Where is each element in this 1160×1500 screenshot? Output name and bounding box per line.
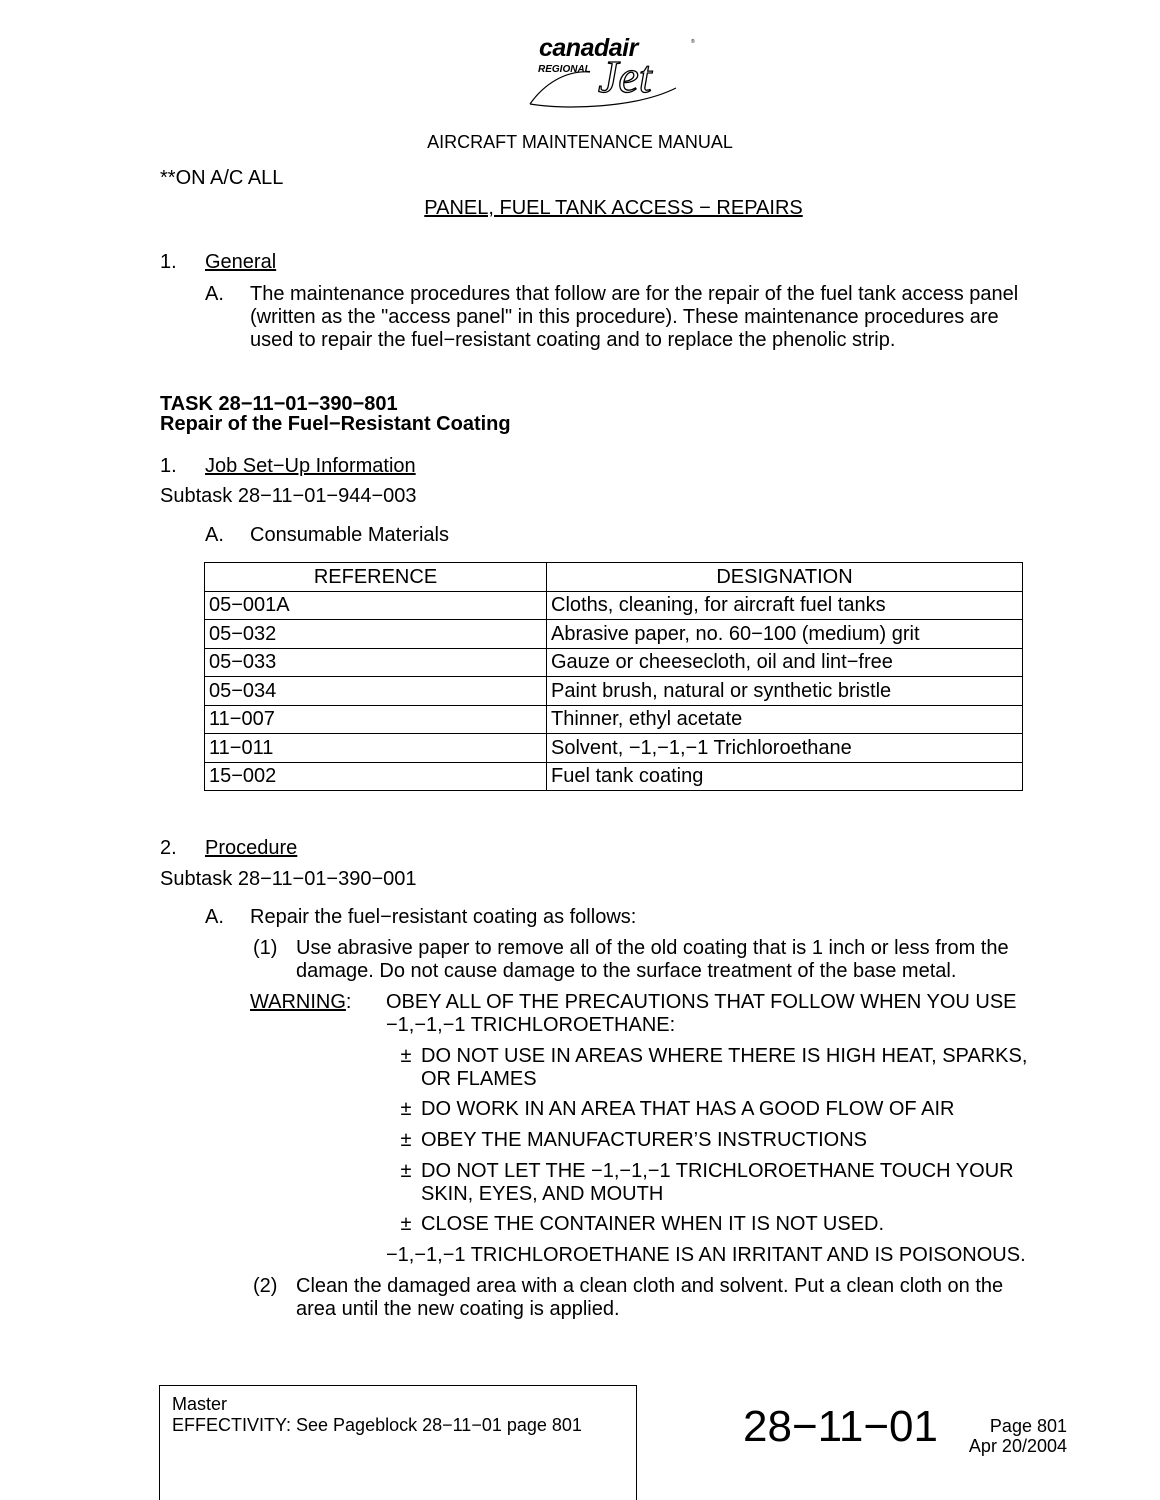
bullet-line: SKIN, EYES, AND MOUTH [421, 1183, 664, 1205]
procedure-heading: Procedure [205, 837, 298, 859]
manual-title: AIRCRAFT MAINTENANCE MANUAL [427, 132, 733, 152]
document-title-text: PANEL, FUEL TANK ACCESS − REPAIRS [424, 197, 803, 219]
table-cell-designation: Thinner, ethyl acetate [547, 705, 1023, 734]
setup-item-text: Consumable Materials [250, 524, 449, 546]
setup-number: 1. [160, 455, 177, 477]
table-row [205, 620, 1023, 649]
logo-graphic [526, 34, 706, 110]
bullet-line: DO NOT LET THE −1,−1,−1 TRICHLOROETHANE TOUCH YOUR [421, 1160, 1014, 1182]
step-line: Use abrasive paper to remove all of the old coating that is 1 inch or less from the [296, 937, 1009, 959]
footer-chapter-code: 28−11−01 [743, 1402, 938, 1451]
bullet-line: DO NOT USE IN AREAS WHERE THERE IS HIGH HEAT, SPARKS, [421, 1045, 1028, 1067]
bullet-line: OR FLAMES [421, 1068, 537, 1090]
table-header-reference: REFERENCE [205, 563, 547, 592]
bullet-symbol: ± [400, 1160, 412, 1182]
logo-swoosh [530, 72, 590, 104]
step-number: (1) [253, 937, 278, 959]
table-row [205, 734, 1023, 763]
table-cell-reference: 05−032 [205, 620, 547, 649]
table-header-row [205, 563, 1023, 592]
table-cell-reference: 15−002 [205, 762, 547, 791]
step-number: (2) [253, 1275, 278, 1297]
table-row [205, 705, 1023, 734]
warning-line: −1,−1,−1 TRICHLOROETHANE: [386, 1014, 676, 1036]
footer-effectivity: EFFECTIVITY: See Pageblock 28−11−01 page 801 [172, 1415, 582, 1435]
table-cell-reference: 11−011 [205, 734, 547, 763]
warning-colon: : [345, 991, 352, 1013]
setup-heading: Job Set−Up Information [205, 455, 416, 477]
table-row [205, 591, 1023, 620]
table-cell-reference: 05−034 [205, 677, 547, 706]
procedure-number: 2. [160, 837, 177, 859]
setup-item-letter: A. [205, 524, 224, 546]
table-cell-reference: 05−001A [205, 591, 547, 620]
procedure-item-text: Repair the fuel−resistant coating as follows: [250, 906, 637, 928]
table-cell-designation: Solvent, −1,−1,−1 Trichloroethane [547, 734, 1023, 763]
procedure-item-letter: A. [205, 906, 224, 928]
warning-label [250, 991, 351, 1014]
general-number: 1. [160, 251, 177, 273]
general-item-line: (written as the "access panel" in this procedure). These maintenance procedures are [250, 306, 999, 328]
table-cell-designation: Cloths, cleaning, for aircraft fuel tanks [547, 591, 1023, 620]
step-line: Clean the damaged area with a clean cloth and solvent. Put a clean cloth on the [296, 1275, 1004, 1297]
warning-closing: −1,−1,−1 TRICHLOROETHANE IS AN IRRITANT AND IS POISONOUS. [386, 1244, 1026, 1266]
general-item-letter: A. [205, 283, 224, 305]
footer-master: Master [172, 1394, 228, 1414]
table-cell-reference: 11−007 [205, 705, 547, 734]
table-row [205, 762, 1023, 791]
consumable-materials-table [204, 562, 1023, 791]
general-heading: General [205, 251, 277, 273]
procedure-subtask: Subtask 28−11−01−390−001 [160, 868, 417, 890]
bullet-line: DO WORK IN AN AREA THAT HAS A GOOD FLOW OF AIR [421, 1098, 955, 1120]
bullet-symbol: ± [400, 1213, 412, 1235]
table-cell-designation: Gauze or cheesecloth, oil and lint−free [547, 648, 1023, 677]
bullet-symbol: ± [400, 1129, 412, 1151]
table-cell-reference: 05−033 [205, 648, 547, 677]
svg-text:®: ® [691, 39, 695, 45]
bullet-line: CLOSE THE CONTAINER WHEN IT IS NOT USED. [421, 1213, 885, 1235]
table-header-designation: DESIGNATION [547, 563, 1023, 592]
table-row [205, 677, 1023, 706]
step-line: area until the new coating is applied. [296, 1298, 620, 1320]
task-id: TASK 28−11−01−390−801 [160, 393, 398, 415]
table-row [205, 648, 1023, 677]
bullet-line: OBEY THE MANUFACTURER’S INSTRUCTIONS [421, 1129, 867, 1151]
table-cell-designation: Paint brush, natural or synthetic bristle [547, 677, 1023, 706]
step-line: damage. Do not cause damage to the surface treatment of the base metal. [296, 960, 957, 982]
task-title: Repair of the Fuel−Resistant Coating [160, 413, 511, 435]
bullet-symbol: ± [400, 1098, 412, 1120]
general-item-line: used to repair the fuel−resistant coating and to replace the phenolic strip. [250, 329, 896, 351]
footer-date: Apr 20/2004 [968, 1436, 1067, 1456]
logo-regional-text: REGIONAL [538, 64, 591, 75]
effectivity-note: **ON A/C ALL [160, 167, 284, 189]
table-cell-designation: Abrasive paper, no. 60−100 (medium) grit [547, 620, 1023, 649]
footer-page-info [940, 1416, 1067, 1456]
warning-line: OBEY ALL OF THE PRECAUTIONS THAT FOLLOW WHEN YOU USE [386, 991, 1017, 1013]
setup-subtask: Subtask 28−11−01−944−003 [160, 485, 417, 507]
canadair-regional-jet-logo [526, 34, 706, 110]
warning-label-text: WARNING [250, 991, 346, 1013]
footer-effectivity-box [159, 1385, 637, 1500]
footer-page-number: Page 801 [989, 1416, 1067, 1436]
table-cell-designation: Fuel tank coating [547, 762, 1023, 791]
general-item-line: The maintenance procedures that follow are for the repair of the fuel tank access panel [250, 283, 1019, 305]
document-title [0, 197, 1160, 220]
logo-brand-text: canadair [539, 34, 638, 62]
bullet-symbol: ± [400, 1045, 412, 1067]
logo-jet-text: Jet [598, 51, 652, 102]
